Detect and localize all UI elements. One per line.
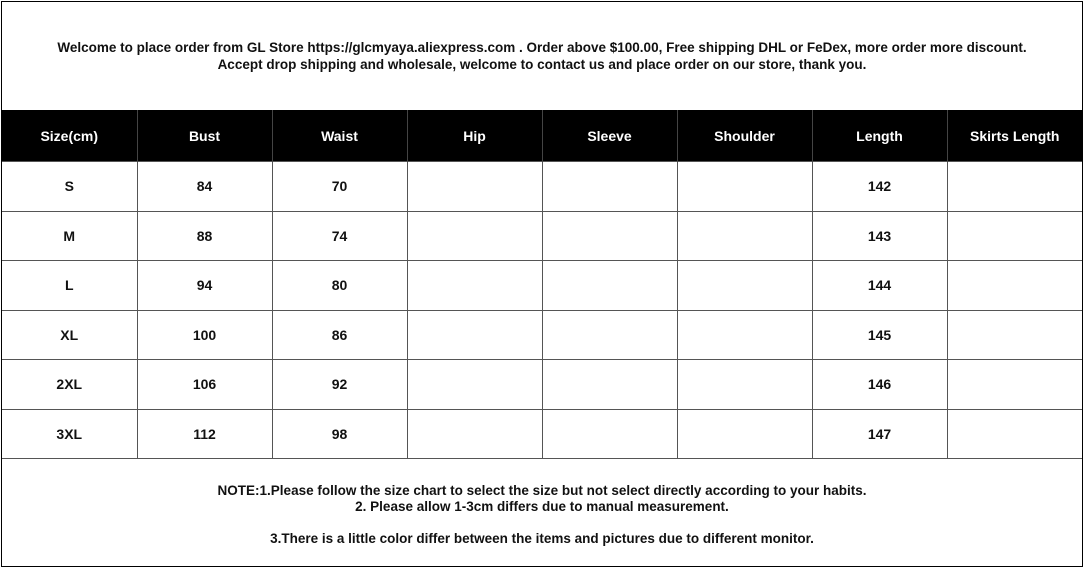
table-cell: 88 (137, 211, 272, 261)
table-cell (947, 360, 1082, 410)
dropship-text: Accept drop shipping and wholesale, welcome to contact us and place order on our store, thank you. (217, 57, 867, 72)
column-header-waist: Waist (272, 110, 407, 162)
table-cell (677, 409, 812, 459)
table-cell: 86 (272, 310, 407, 360)
table-cell (407, 162, 542, 212)
table-cell: 106 (137, 360, 272, 410)
size-label-cell: XL (2, 310, 137, 360)
table-cell (677, 211, 812, 261)
notes-section (2, 459, 1082, 566)
table-cell: 92 (272, 360, 407, 410)
column-header-sleeve: Sleeve (542, 110, 677, 162)
table-cell (407, 211, 542, 261)
table-cell (407, 360, 542, 410)
size-label-cell: S (2, 162, 137, 212)
table-cell: 142 (812, 162, 947, 212)
table-cell: 84 (137, 162, 272, 212)
size-label-cell: L (2, 261, 137, 311)
table-cell: 100 (137, 310, 272, 360)
size-label-cell: M (2, 211, 137, 261)
column-header-bust: Bust (137, 110, 272, 162)
table-row (2, 409, 1082, 459)
welcome-text: Welcome to place order from GL Store https://glcmyaya.aliexpress.com . Order above $100.00, Free shipping DHL or FeDex, more order more discount. (57, 40, 1027, 55)
table-cell (542, 162, 677, 212)
table-cell (947, 409, 1082, 459)
column-header-size: Size(cm) (2, 110, 137, 162)
table-cell: 147 (812, 409, 947, 459)
table-row (2, 261, 1082, 311)
store-welcome-header (2, 2, 1082, 110)
table-cell (677, 310, 812, 360)
column-header-hip: Hip (407, 110, 542, 162)
table-cell (947, 211, 1082, 261)
table-cell (677, 162, 812, 212)
table-header-row (2, 110, 1082, 162)
size-table (2, 110, 1082, 459)
table-row (2, 360, 1082, 410)
table-cell: 143 (812, 211, 947, 261)
size-label-cell: 2XL (2, 360, 137, 410)
table-row (2, 310, 1082, 360)
table-cell: 146 (812, 360, 947, 410)
table-body (2, 162, 1082, 459)
table-cell: 74 (272, 211, 407, 261)
table-cell: 98 (272, 409, 407, 459)
table-cell: 145 (812, 310, 947, 360)
note-1: NOTE:1.Please follow the size chart to select the size but not select directly according to your habits. (217, 483, 867, 498)
note-2: 2. Please allow 1-3cm differs due to manual measurement. (355, 499, 729, 514)
table-cell (542, 360, 677, 410)
column-header-shoulder: Shoulder (677, 110, 812, 162)
table-cell (407, 261, 542, 311)
table-cell (677, 360, 812, 410)
table-cell (677, 261, 812, 311)
table-cell (947, 261, 1082, 311)
column-header-skirts-length: Skirts Length (947, 110, 1082, 162)
table-cell (947, 162, 1082, 212)
table-cell: 80 (272, 261, 407, 311)
column-header-length: Length (812, 110, 947, 162)
table-cell (542, 211, 677, 261)
table-cell: 144 (812, 261, 947, 311)
table-cell (542, 409, 677, 459)
table-cell (407, 310, 542, 360)
table-cell: 112 (137, 409, 272, 459)
table-cell: 70 (272, 162, 407, 212)
table-cell (542, 261, 677, 311)
table-cell (542, 310, 677, 360)
note-3: 3.There is a little color differ between the items and pictures due to different monitor. (270, 531, 814, 546)
table-cell (407, 409, 542, 459)
table-cell (947, 310, 1082, 360)
table-cell: 94 (137, 261, 272, 311)
size-chart-panel (1, 1, 1083, 567)
table-row (2, 162, 1082, 212)
table-row (2, 211, 1082, 261)
size-label-cell: 3XL (2, 409, 137, 459)
